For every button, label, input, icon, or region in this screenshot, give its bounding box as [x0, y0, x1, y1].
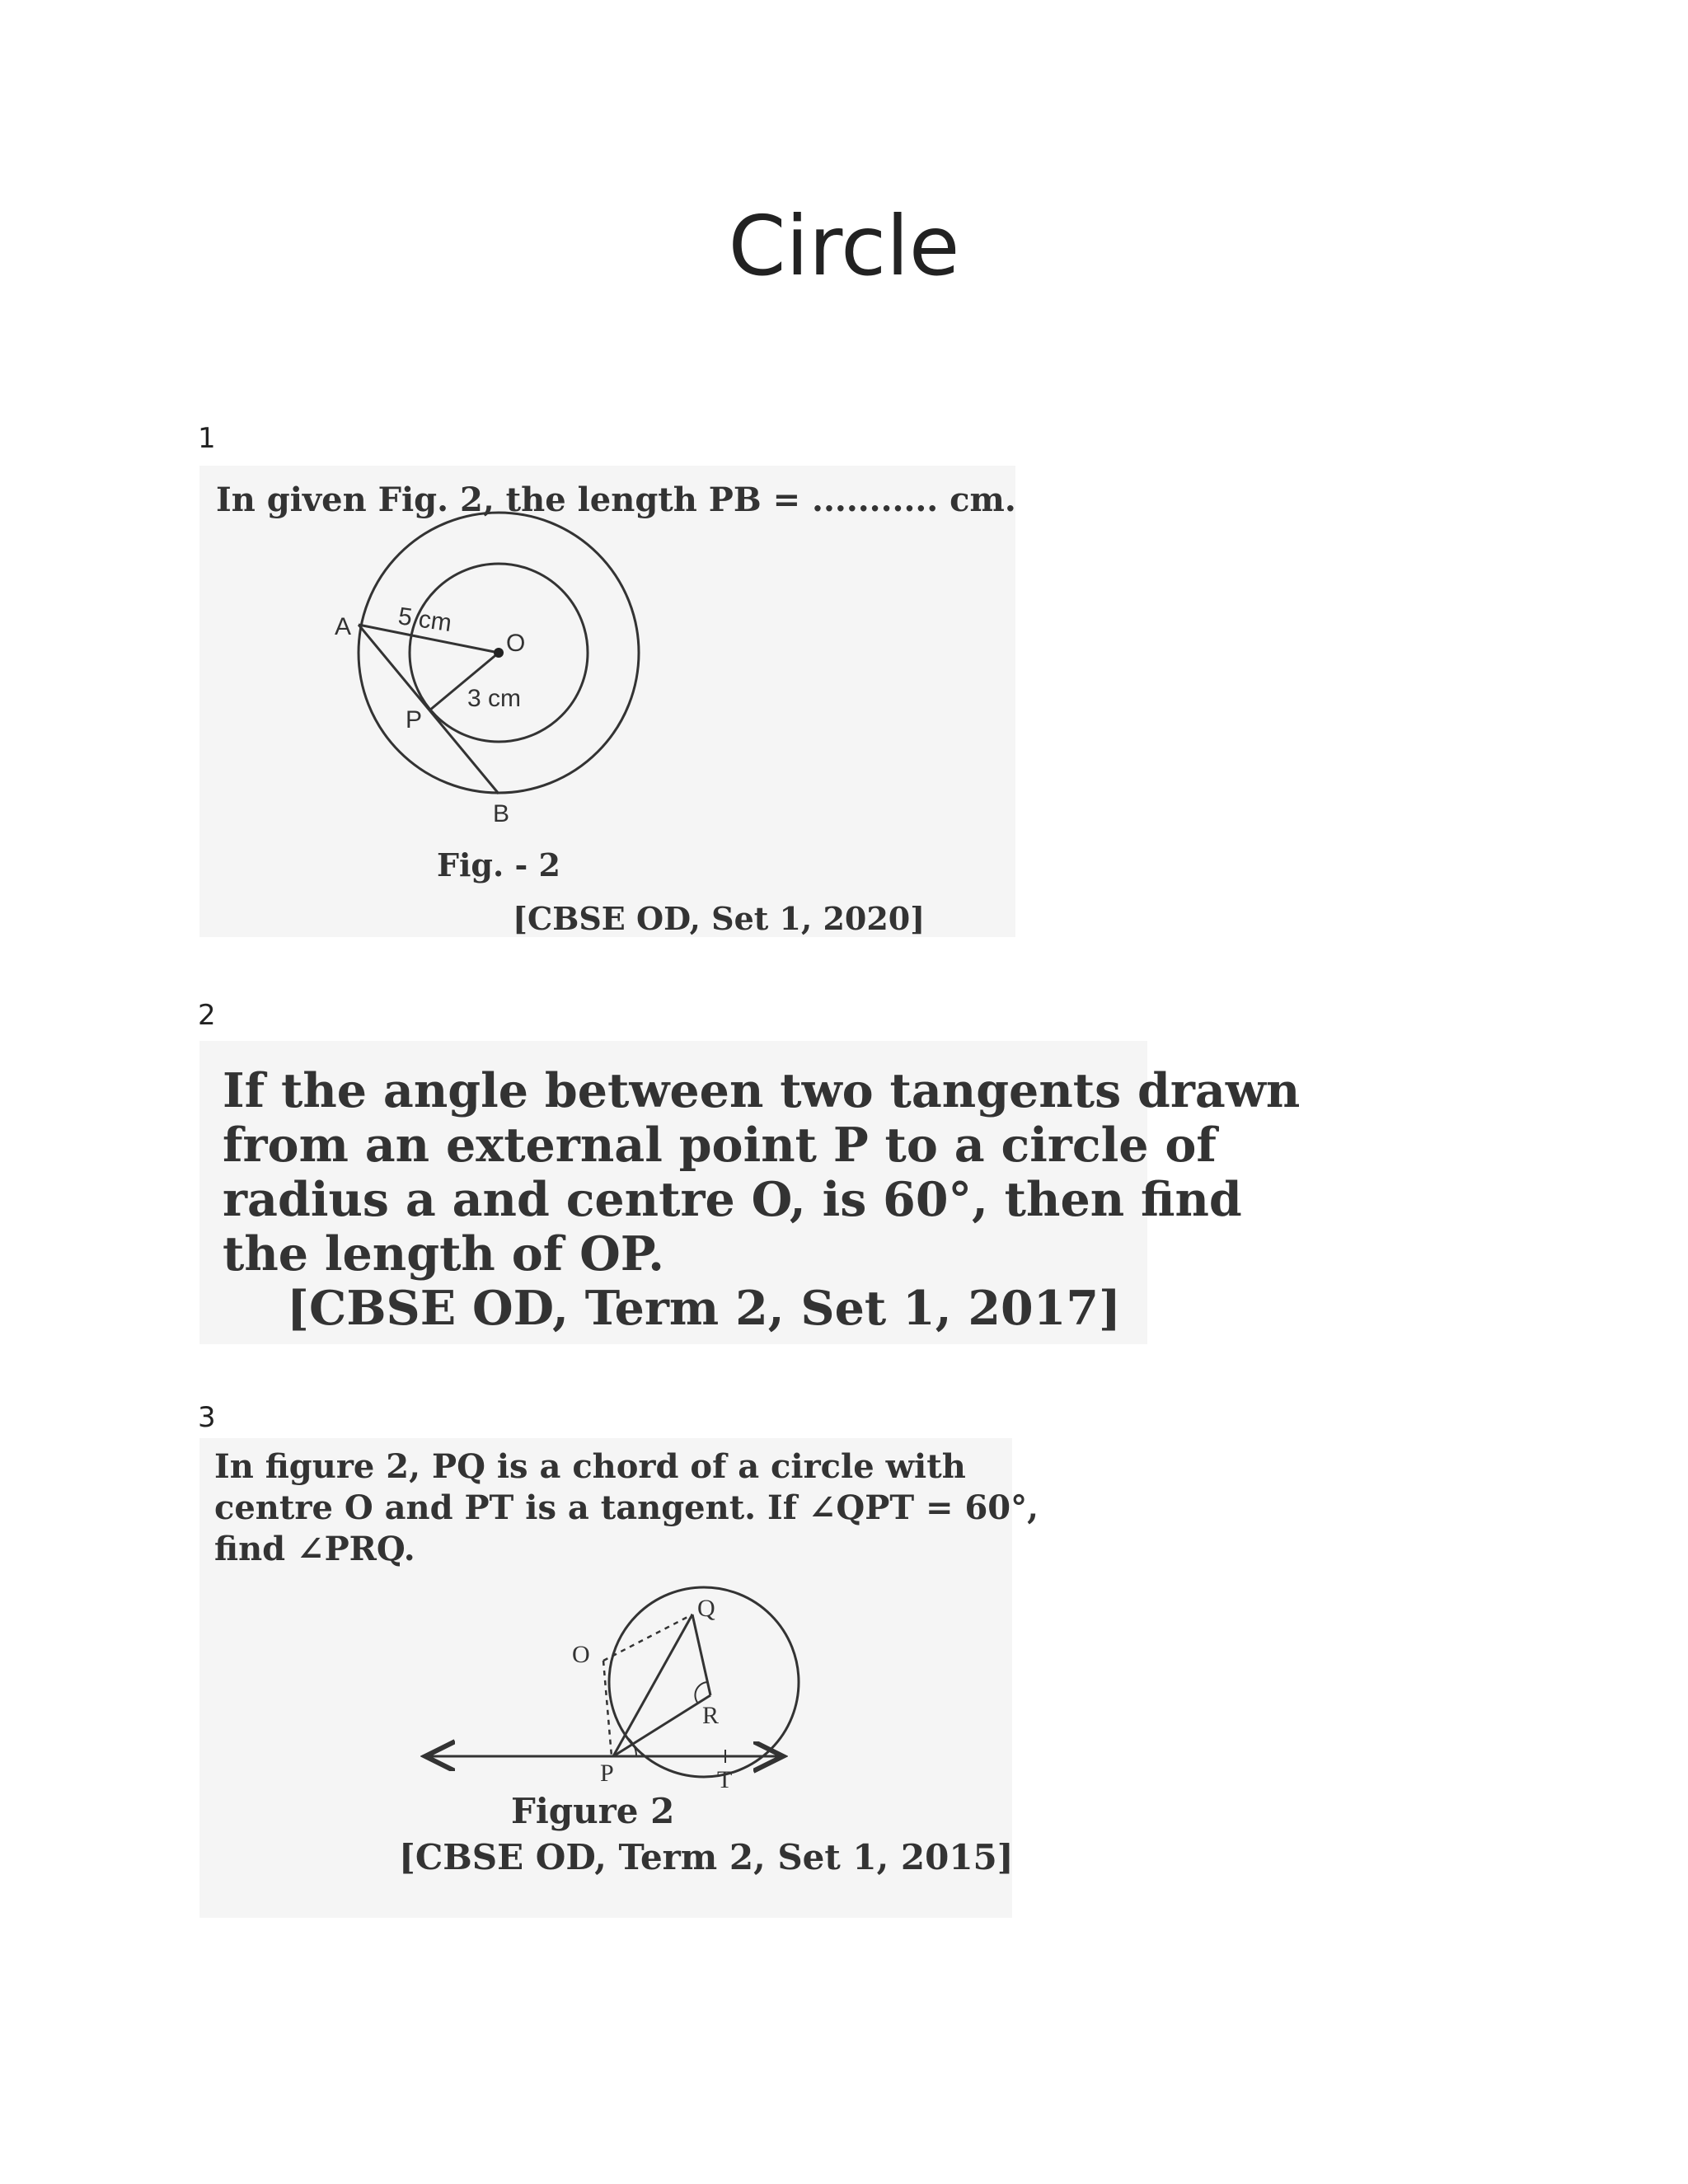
question-1-card: [199, 466, 1015, 937]
text-line: In figure 2, PQ is a chord of a circle with: [214, 1447, 966, 1486]
label-p: P: [600, 1760, 614, 1787]
text-line: find ∠PRQ.: [214, 1530, 415, 1568]
question-number: 1: [198, 422, 216, 455]
text-line: If the angle between two tangents drawn: [223, 1063, 1301, 1118]
label-t: T: [717, 1766, 733, 1793]
figure-concentric-circles: [199, 466, 1015, 937]
label-r: R: [702, 1702, 720, 1729]
label-o: O: [506, 630, 526, 657]
question-number: 2: [198, 999, 216, 1032]
label-a: A: [335, 613, 352, 640]
label-q: Q: [697, 1595, 715, 1622]
question-number: 3: [198, 1401, 216, 1434]
segment-pr: [613, 1695, 710, 1756]
question-source: [CBSE OD, Term 2, Set 1, 2017]: [287, 1281, 1121, 1336]
question-text: [223, 1063, 1301, 1336]
question-text: In given Fig. 2, the length PB = ........... cm.: [216, 480, 1016, 519]
figure-caption: Fig. - 2: [437, 846, 560, 883]
label-inner-radius: 3 cm: [467, 685, 522, 712]
chord-pq: [613, 1615, 692, 1756]
text-line: the length of OP.: [223, 1226, 665, 1282]
page-title: Circle: [728, 198, 960, 294]
label-outer-radius: 5 cm: [396, 602, 454, 637]
label-p: P: [406, 706, 423, 733]
question-2-card: [199, 1041, 1301, 1344]
text-line: radius a and centre O, is 60°, then find: [223, 1172, 1242, 1227]
question-source: [CBSE OD, Term 2, Set 1, 2015]: [399, 1837, 1014, 1877]
label-o: O: [572, 1641, 590, 1668]
centre-point: [494, 648, 504, 658]
text-line: centre O and PT is a tangent. If ∠QPT = 60°,: [214, 1488, 1039, 1527]
question-source: [CBSE OD, Set 1, 2020]: [513, 900, 926, 937]
figure-caption: Figure 2: [511, 1791, 675, 1831]
question-3-card: [199, 1438, 1039, 1918]
text-line: from an external point P to a circle of: [223, 1118, 1217, 1173]
label-b: B: [493, 800, 510, 827]
